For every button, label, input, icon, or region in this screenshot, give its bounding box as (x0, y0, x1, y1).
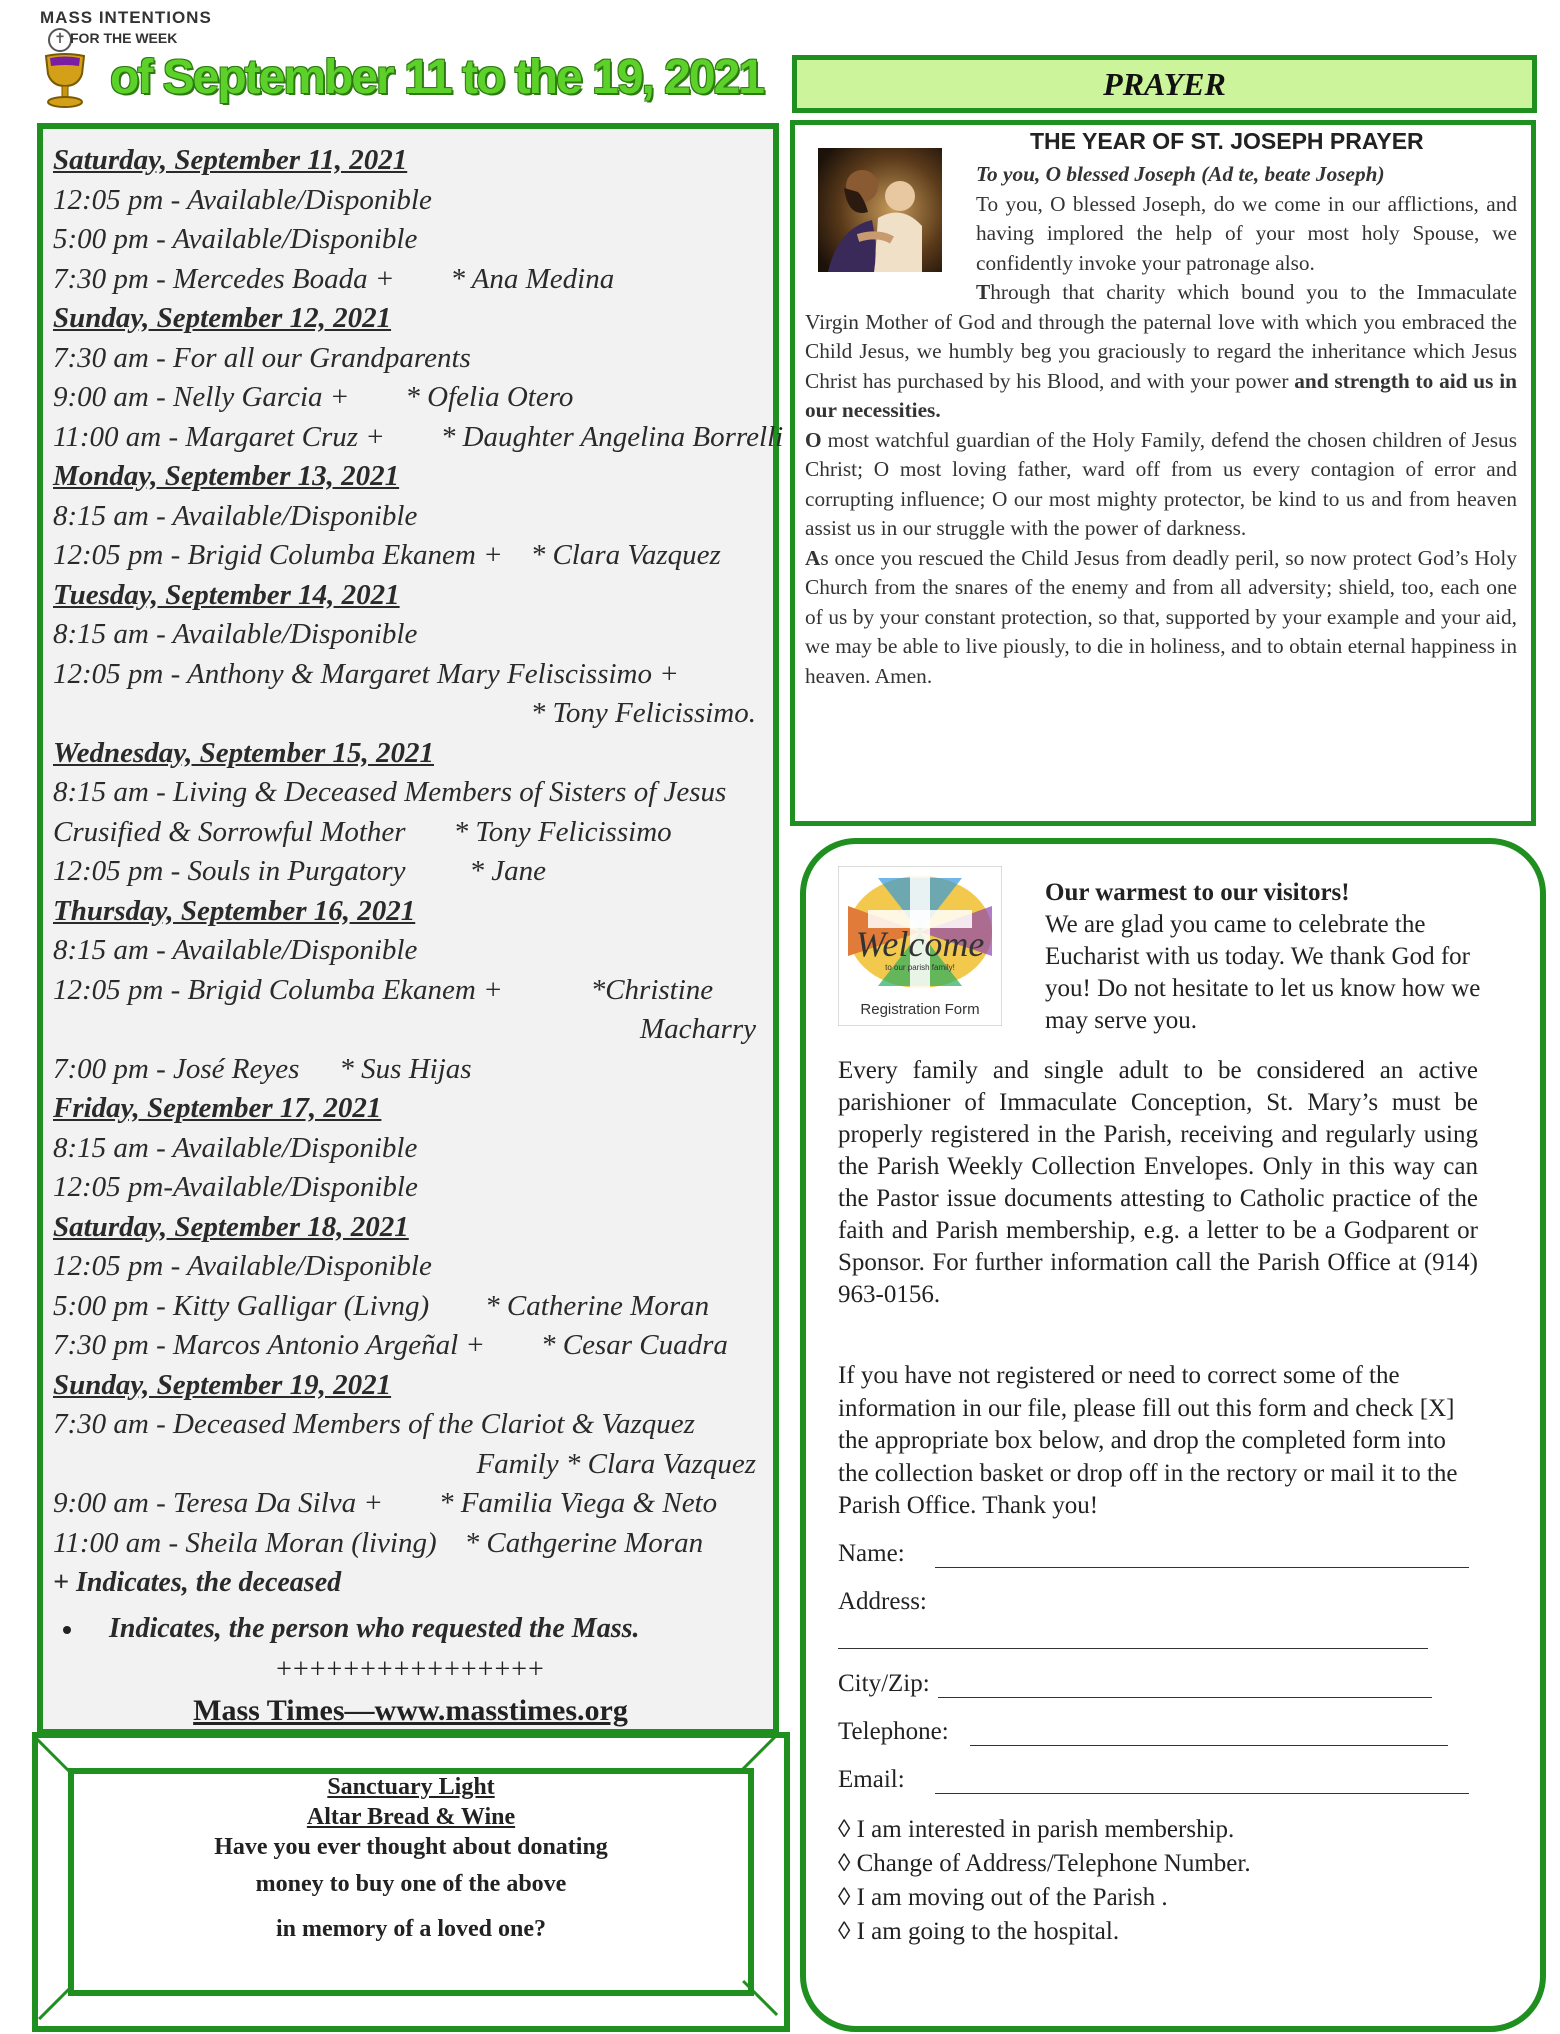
mass-intention-text: 11:00 am - Margaret Cruz + (53, 420, 385, 453)
prayer-paragraph-2 (805, 278, 1517, 426)
mass-intention-line (53, 1524, 768, 1564)
sanctuary-line3: Have you ever thought about donating (214, 1834, 608, 1860)
mass-intention-line: 12:05 pm - Anthony & Margaret Mary Feliscissimo + (53, 657, 679, 690)
mass-intention-line (53, 378, 768, 418)
mass-intention-line (53, 852, 768, 892)
registration-paragraph-1: Every family and single adult to be considered an active parishioner of Immaculate Conception, St. Mary’s must be properly registered in the Parish, receiving and regularly using the Parish Weekly Collection Envelopes. Only in this way can the Pastor issue documents attesting to Catholic practice of the faith and Parish membership, e.g. a letter to be a Godparent or Sponsor. For further information call the Parish Office at (914) 963-0156. (838, 1057, 1478, 1308)
prayer-p4-text: s once you rescued the Child Jesus from deadly peril, so now protect God’s Holy Church from the snares of the enemy and from all adversity; shield, too, each one of us by your constant protection, so that, supported by your example and your aid, we may be able to live piously, to die in holiness, and to obtain eternal happiness in heaven. Amen. (805, 545, 1517, 688)
sanctuary-text (68, 1772, 754, 1952)
prayer-p2-text: hrough that charity which bound you to the Immaculate Virgin Mother of God and through the paternal love with which you embraced the Child Jesus, we humbly beg you graciously to regard the inheritance which Jesus Christ has purchased by his Blood, and with your power (805, 280, 1517, 393)
prayer-p2-lead: T (976, 280, 991, 304)
mass-intention-line (53, 260, 768, 300)
mass-requester: * Cesar Cuadra (540, 1329, 728, 1361)
prayer-paragraph-3 (805, 426, 1517, 544)
sanctuary-line4: money to buy one of the above (255, 1871, 567, 1897)
mass-intention-line: 8:15 am - Available/Disponible (53, 618, 418, 650)
name-label: Name: (838, 1540, 905, 1567)
prayer-header-label: PRAYER (1103, 66, 1226, 102)
mass-intention-line (53, 1287, 768, 1327)
mass-day-heading: Saturday, September 18, 2021 (53, 1210, 409, 1243)
header-line2: FOR THE WEEK (70, 30, 178, 46)
option-hospital[interactable]: ◊ I am going to the hospital. (838, 1918, 1120, 1945)
header-title: of September 11 to the 19, 2021 (110, 51, 763, 104)
mass-intention-line (53, 418, 784, 458)
prayer-p2-bold: and strength to aid us in our necessities. (805, 368, 1517, 422)
mass-intention-line (53, 536, 768, 576)
bullet-icon (63, 1626, 71, 1634)
telephone-field[interactable] (970, 1745, 1448, 1746)
header-line1: MASS INTENTIONS (40, 8, 212, 27)
prayer-title: THE YEAR OF ST. JOSEPH PRAYER (1030, 128, 1424, 154)
mass-intention-text: 9:00 am - Teresa Da Silva + (53, 1487, 383, 1519)
legend-requested (53, 1609, 768, 1649)
mass-intentions-list (53, 141, 784, 1728)
option-membership[interactable]: ◊ I am interested in parish membership. (838, 1816, 1235, 1843)
registration-paragraph-2: If you have not registered or need to correct some of the information in our file, please fill out this form and check [X] the appropriate box below, and drop the completed form into the collection basket or drop off in the rectory or mail it to the Parish Office. Thank you! (838, 1362, 1458, 1519)
mass-intention-text: 7:30 pm - Marcos Antonio Argeñal + (53, 1329, 485, 1361)
mass-requester: * Catherine Moran (485, 1289, 710, 1322)
prayer-paragraph-1: To you, O blessed Joseph, do we come in our afflictions, and having implored the help of your most holy Spouse, we confidently invoke your patronage also. (976, 191, 1517, 275)
mass-intention-line: 7:30 am - For all our Grandparents (53, 341, 471, 374)
mass-intention-text: 5:00 pm - Kitty Galligar (Livng) (53, 1289, 430, 1322)
welcome-image-caption: Registration Form (860, 1001, 980, 1018)
mass-day-heading: Wednesday, September 15, 2021 (53, 736, 434, 769)
mass-intention-text: 7:00 pm - José Reyes (53, 1052, 300, 1085)
welcome-image-sub: to our parish family! (885, 963, 955, 972)
mass-requester: * Ofelia Otero (405, 381, 574, 413)
welcome-image-word: Welcome (855, 924, 985, 964)
mass-intention-line: 8:15 am - Available/Disponible (53, 1131, 418, 1164)
mass-requester: *Christine (590, 973, 714, 1006)
option-change-address[interactable]: ◊ Change of Address/Telephone Number. (838, 1850, 1251, 1877)
welcome-heading-block (1045, 877, 1505, 1037)
mass-intention-line: 5:00 pm - Available/Disponible (53, 223, 418, 255)
plus-divider: ++++++++++++++++ (276, 1654, 545, 1685)
mass-intention-text: 12:05 pm - Brigid Columba Ekanem + (53, 973, 503, 1006)
mass-intention-line: 12:05 pm-Available/Disponible (53, 1171, 418, 1203)
prayer-body (805, 160, 1517, 691)
telephone-label: Telephone: (838, 1718, 949, 1745)
city-zip-field[interactable] (938, 1697, 1432, 1698)
address-label: Address: (838, 1588, 927, 1615)
welcome-intro: We are glad you came to celebrate the Eucharist with us today. We thank God for you! Do not hesitate to let us know how we may serve you. (1045, 911, 1481, 1034)
sanctuary-line2: Altar Bread & Wine (306, 1804, 516, 1830)
mass-day-heading: Friday, September 17, 2021 (53, 1092, 382, 1124)
mass-day-heading: Saturday, September 11, 2021 (53, 144, 408, 176)
mass-day-heading: Thursday, September 16, 2021 (53, 894, 416, 927)
mass-day-heading: Monday, September 13, 2021 (53, 460, 400, 492)
prayer-header (792, 55, 1537, 113)
mass-day-heading: Tuesday, September 14, 2021 (53, 578, 400, 611)
email-label: Email: (838, 1766, 905, 1793)
option-moving-out[interactable]: ◊ I am moving out of the Parish . (838, 1884, 1168, 1911)
mass-intention-text: 11:00 am - Sheila Moran (living) (53, 1526, 437, 1559)
prayer-invocation: To you, O blessed Joseph (Ad te, beate Joseph) (976, 162, 1385, 186)
city-zip-label: City/Zip: (838, 1670, 930, 1697)
mass-intention-line (53, 971, 768, 1011)
mass-intention-text: Crusified & Sorrowful Mother (53, 815, 406, 848)
name-field[interactable] (935, 1567, 1469, 1568)
mass-intention-line: Macharry (640, 1013, 756, 1045)
mass-intention-line: 7:30 am - Deceased Members of the Clariot & Vazquez (53, 1408, 695, 1440)
mass-intention-line: Family * Clara Vazquez (476, 1447, 756, 1480)
mass-times-link[interactable]: Mass Times—www.masstimes.org (193, 1694, 628, 1727)
mass-intention-text: 9:00 am - Nelly Garcia + (53, 381, 350, 413)
mass-intention-text: 12:05 pm - Souls in Purgatory (53, 855, 406, 887)
welcome-registration-image (838, 866, 1002, 1026)
mass-intention-text: 12:05 pm - Brigid Columba Ekanem + (53, 539, 503, 571)
mass-intention-line: * Tony Felicissimo. (530, 697, 756, 729)
mass-intention-text: 7:30 pm - Mercedes Boada + (53, 262, 395, 295)
mass-requester: * Familia Viega & Neto (438, 1487, 718, 1519)
mass-requester: * Cathgerine Moran (464, 1526, 704, 1559)
mass-intention-line (53, 1326, 768, 1366)
mass-intention-line: 12:05 pm - Available/Disponible (53, 183, 432, 216)
mass-day-heading: Sunday, September 19, 2021 (53, 1368, 392, 1401)
cross-icon: ✝ (48, 28, 72, 52)
welcome-heading: Our warmest to our visitors! (1045, 879, 1350, 906)
mass-intention-line: 8:15 am - Available/Disponible (53, 499, 418, 532)
prayer-p4-lead: A (805, 545, 821, 570)
mass-requester: * Sus Hijas (339, 1052, 472, 1085)
mass-intention-line: 8:15 am - Available/Disponible (53, 934, 418, 966)
sanctuary-line5: in memory of a loved one? (276, 1916, 546, 1942)
mass-requester: * Jane (469, 855, 547, 887)
prayer-p3-text: most watchful guardian of the Holy Family, defend the chosen children of Jesus Christ; O most loving father, ward off from us every contagion of error and corrupting influence; O our most mighty protector, be kind to us and from heaven assist us in our struggle with the power of darkness. (805, 427, 1517, 540)
mass-intention-line (53, 1050, 768, 1090)
mass-requester: * Tony Felicissimo (453, 815, 672, 848)
email-field[interactable] (935, 1793, 1469, 1794)
mass-day-heading: Sunday, September 12, 2021 (53, 302, 392, 334)
mass-intention-line: 12:05 pm - Available/Disponible (53, 1250, 432, 1282)
legend-deceased: + Indicates, the deceased (53, 1567, 342, 1598)
address-field[interactable] (838, 1648, 1428, 1649)
legend-requested-text: Indicates, the person who requested the Mass. (109, 1612, 640, 1644)
mass-requester: * Daughter Angelina Borrelli (440, 420, 784, 453)
mass-requester: * Ana Medina (450, 262, 615, 295)
mass-intention-line (53, 813, 768, 853)
prayer-paragraph-4 (805, 544, 1517, 692)
mass-intention-line (53, 1484, 768, 1524)
chalice-icon (38, 52, 92, 108)
mass-requester: * Clara Vazquez (530, 539, 721, 571)
mass-intentions-box (37, 123, 784, 1735)
prayer-p3-lead: O (805, 427, 822, 452)
mass-intention-line: 8:15 am - Living & Deceased Members of Sisters of Jesus (53, 776, 727, 808)
sanctuary-line1: Sanctuary Light (327, 1774, 495, 1800)
